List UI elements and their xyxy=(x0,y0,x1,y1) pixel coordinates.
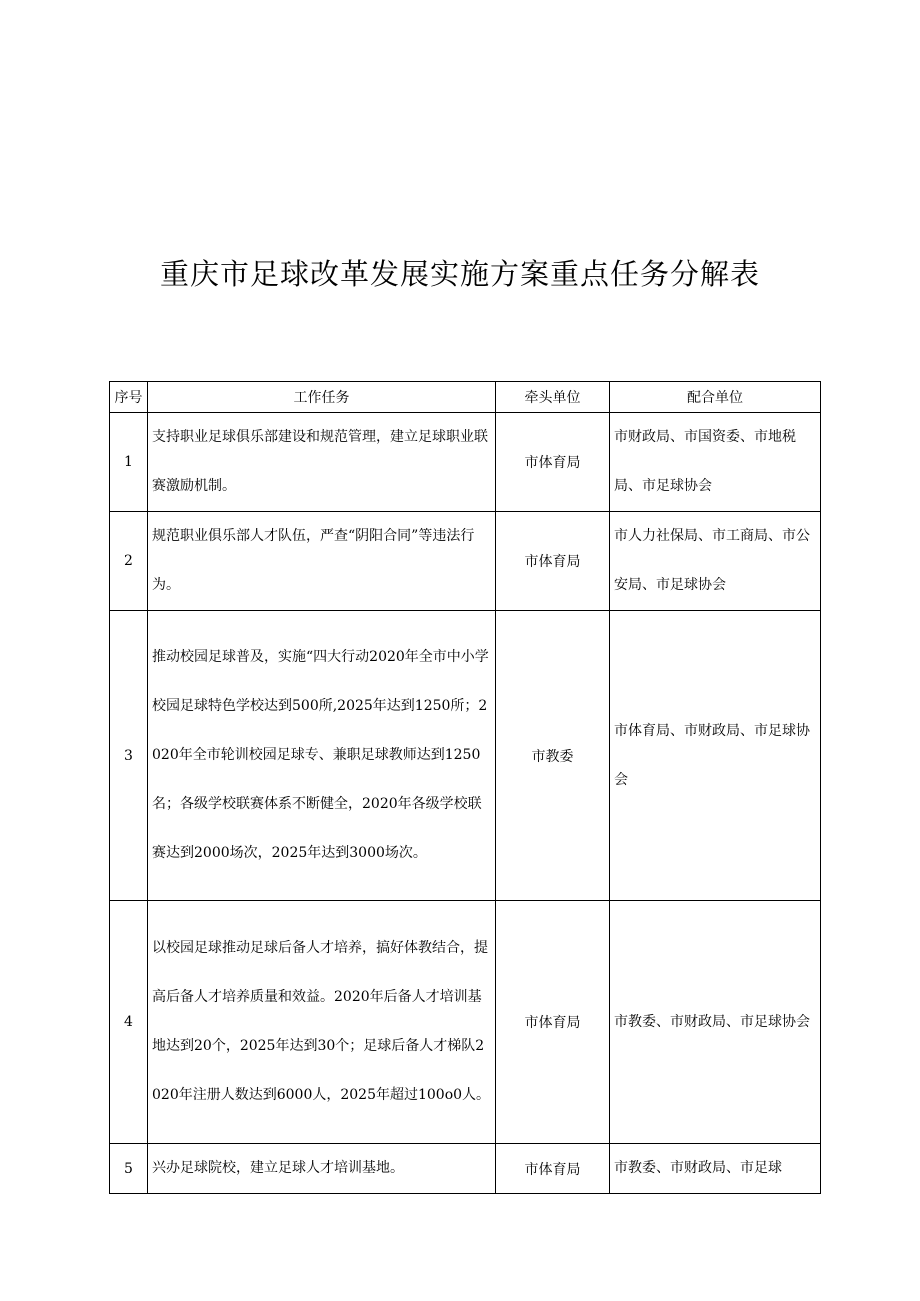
header-num: 序号 xyxy=(110,382,148,413)
row-task: 规范职业俱乐部人才队伍，严查“阴阳合同”等违法行为。 xyxy=(148,512,496,611)
row-num: 5 xyxy=(110,1144,148,1194)
row-lead: 市体育局 xyxy=(496,901,610,1144)
row-task: 兴办足球院校，建立足球人才培训基地。 xyxy=(148,1144,496,1194)
task-table xyxy=(109,381,821,1194)
table-row xyxy=(110,1144,821,1194)
table-row xyxy=(110,413,821,512)
row-num: 4 xyxy=(110,901,148,1144)
row-coop: 市教委、市财政局、市足球协会 xyxy=(610,901,821,1144)
row-task: 推动校园足球普及，实施“四大行动2020年全市中小学校园足球特色学校达到500所,2025年达到1250所；2020年全市轮训校园足球专、兼职足球教师达到1250名；各级学校联赛体系不断健全，2020年各级学校联赛达到2000场次，2025年达到3000场次。 xyxy=(148,611,496,901)
row-task: 以校园足球推动足球后备人才培养，搞好体教结合，提高后备人才培养质量和效益。2020年后备人才培训基地达到20个，2025年达到30个；足球后备人才梯队2020年注册人数达到6000人，2025年超过100o0人。 xyxy=(148,901,496,1144)
row-coop: 市体育局、市财政局、市足球协会 xyxy=(610,611,821,901)
row-lead: 市体育局 xyxy=(496,413,610,512)
row-num: 3 xyxy=(110,611,148,901)
page-title: 重庆市足球改革发展实施方案重点任务分解表 xyxy=(159,257,760,291)
table-row xyxy=(110,512,821,611)
row-coop: 市财政局、市国资委、市地税局、市足球协会 xyxy=(610,413,821,512)
row-lead: 市教委 xyxy=(496,611,610,901)
row-lead: 市体育局 xyxy=(496,512,610,611)
row-num: 2 xyxy=(110,512,148,611)
row-coop: 市人力社保局、市工商局、市公安局、市足球协会 xyxy=(610,512,821,611)
header-coop: 配合单位 xyxy=(610,382,821,413)
row-coop: 市教委、市财政局、市足球 xyxy=(610,1144,821,1194)
table-row xyxy=(110,611,821,901)
row-task: 支持职业足球俱乐部建设和规范管理，建立足球职业联赛激励机制。 xyxy=(148,413,496,512)
table-row xyxy=(110,901,821,1144)
row-num: 1 xyxy=(110,413,148,512)
header-task: 工作任务 xyxy=(148,382,496,413)
table-header-row xyxy=(110,382,821,413)
row-lead: 市体育局 xyxy=(496,1144,610,1194)
header-lead: 牵头单位 xyxy=(496,382,610,413)
